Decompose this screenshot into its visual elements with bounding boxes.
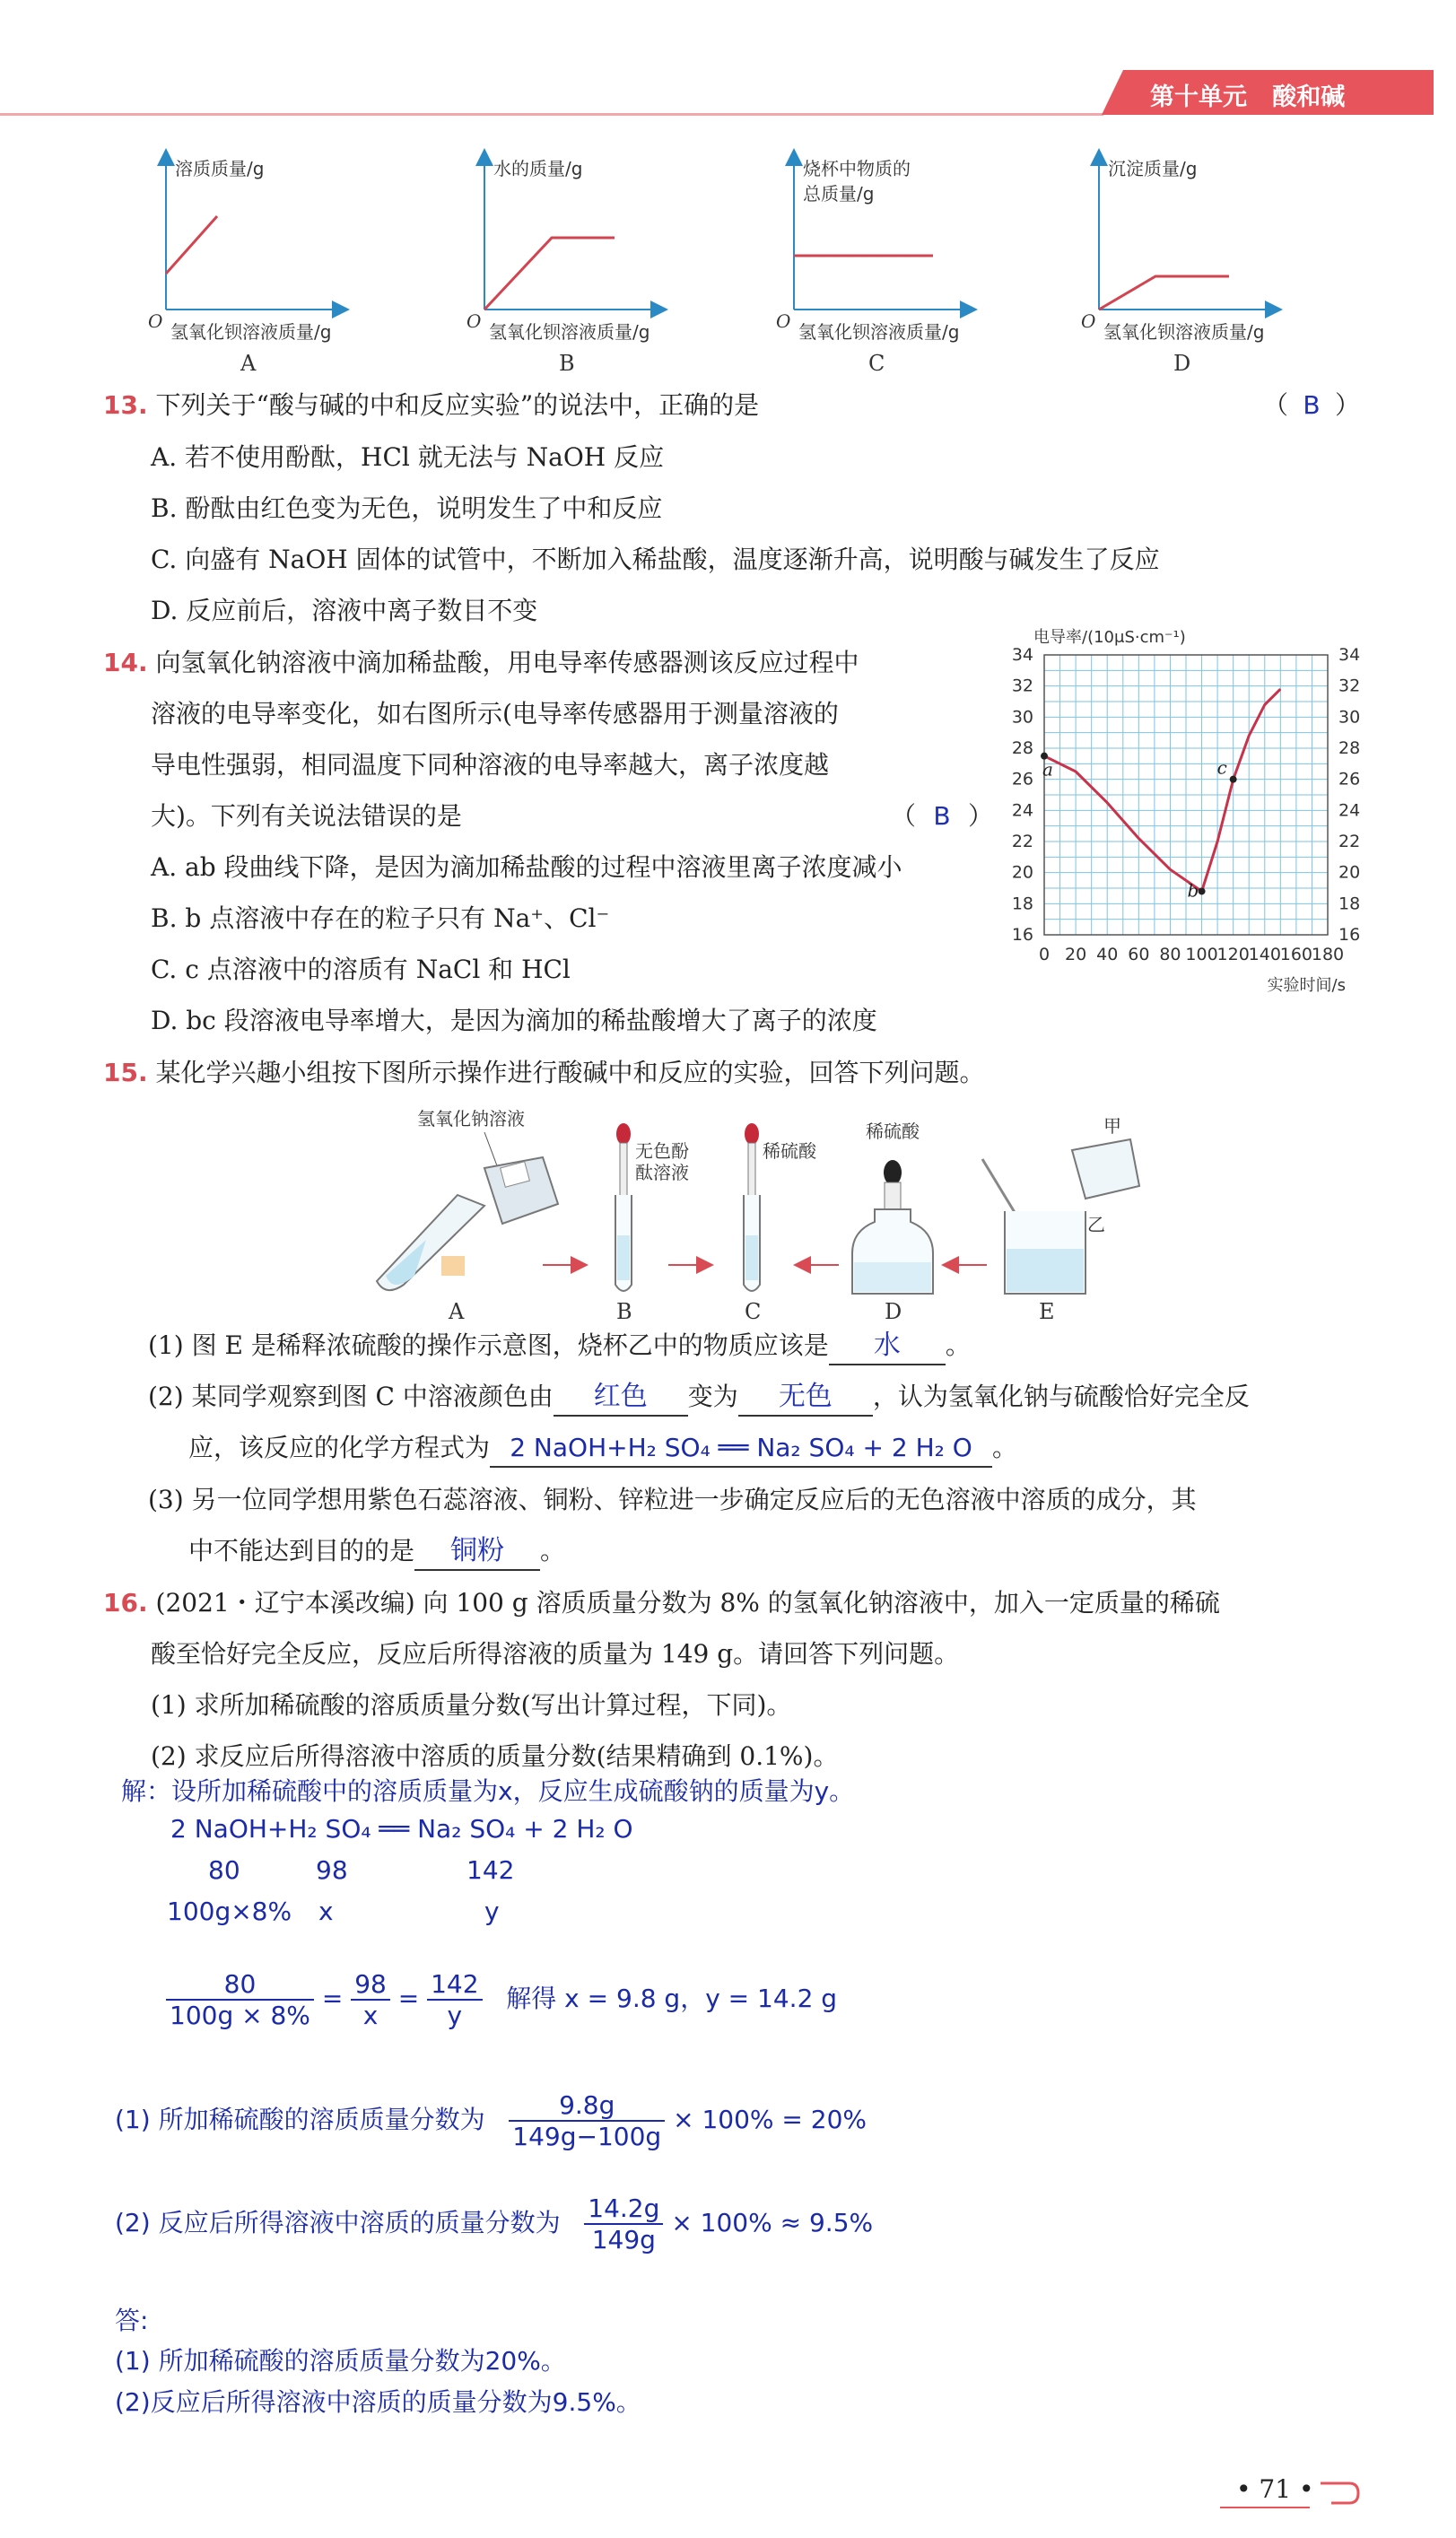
x-axis-label: 实验时间/s <box>1267 976 1346 995</box>
conductivity-curve <box>1044 689 1280 891</box>
solution-proportion <box>166 1969 837 2030</box>
point-label-b: b <box>1187 879 1199 902</box>
x-tick-label: 80 <box>1159 945 1181 964</box>
solution-row2-c: y <box>484 1897 500 1926</box>
graph-c-letter: C <box>868 351 885 376</box>
fraction-1-den: 100g × 8% <box>170 2001 310 2030</box>
graph-b-letter: B <box>559 351 575 376</box>
final-answer-1: (1) 所加稀硫酸的溶质质量分数为20%。 <box>115 2346 566 2376</box>
q16-line-2: 酸至恰好完全反应，反应后所得溶液的质量为 149 g。请回答下列问题。 <box>151 1639 960 1669</box>
fig-e-label-jia: 甲 <box>1103 1115 1121 1137</box>
q14-line-4: 大)。下列有关说法错误的是 <box>151 801 462 831</box>
fraction-1 <box>166 1969 314 2030</box>
fig-b <box>615 1123 689 1321</box>
answer-calc-1-fraction <box>509 2090 665 2151</box>
q14-answer: B <box>933 801 951 831</box>
y-tick-label-right: 20 <box>1338 862 1361 883</box>
chart-title: 电导率/(10μS·cm⁻¹) <box>1033 628 1186 647</box>
fig-b-label-1: 无色酚 <box>635 1140 689 1162</box>
fraction-1-num: 80 <box>166 1969 314 2001</box>
y-tick-label: 28 <box>1011 738 1033 758</box>
x-tick-label: 140 <box>1248 945 1281 964</box>
graph-d-letter: D <box>1173 351 1191 376</box>
q13-answer-paren <box>1263 388 1360 423</box>
fig-d-letter: D <box>885 1299 902 1321</box>
equals-2: = <box>397 1984 420 2013</box>
q14-line-1 <box>103 645 859 681</box>
graph-b-xlabel: 氢氧化钡溶液质量/g <box>489 321 650 343</box>
solution-result: 解得 x = 9.8 g，y = 14.2 g <box>506 1984 838 2013</box>
q15-part-3-line1: (3) 另一位同学想用紫色石蕊溶液、铜粉、锌粒进一步确定反应后的无色溶液中溶质的成分，其 <box>148 1485 1197 1514</box>
answer-calc-1 <box>115 2090 867 2151</box>
answer-calc-1-text: (1) 所加稀硫酸的溶质质量分数为 <box>115 2105 485 2134</box>
q14-option-c: C. c 点溶液中的溶质有 NaCl 和 HCl <box>151 955 571 984</box>
q15-p2-text-a: (2) 某同学观察到图 C 中溶液颜色由 <box>148 1382 554 1411</box>
fig-c-label: 稀硫酸 <box>763 1140 816 1162</box>
q15-part-1 <box>148 1328 971 1365</box>
graph-b <box>466 157 659 376</box>
x-tick-label: 180 <box>1311 945 1345 964</box>
answer-calc-2 <box>115 2193 873 2255</box>
q15-p3-answer: 铜粉 <box>414 1533 540 1571</box>
y-tick-label: 16 <box>1011 925 1033 945</box>
answer-calc-2-fraction <box>584 2193 663 2255</box>
y-tick-label: 24 <box>1011 800 1033 821</box>
fraction-3 <box>427 1969 482 2030</box>
fraction-3-num: 142 <box>427 1969 482 2001</box>
graph-a-letter: A <box>240 351 257 376</box>
q16-text-1: (2021・辽宁本溪改编) 向 100 g 溶质质量分数为 8% 的氢氧化钠溶液中，加入一定质量的稀硫 <box>155 1588 1220 1618</box>
answer-calc-1-result: × 100% = 20% <box>673 2105 867 2134</box>
answer-calc-2-den: 149g <box>591 2225 656 2255</box>
q15-part-3-line2 <box>188 1533 565 1571</box>
y-tick-label-right: 32 <box>1338 676 1361 696</box>
q14-paren-right: ） <box>968 801 994 831</box>
q15-part-2-line2 <box>188 1430 1017 1468</box>
graph-d-ylabel: 沉淀质量/g <box>1108 158 1198 179</box>
equals-1: = <box>321 1984 344 2013</box>
q15-stem: 某化学兴趣小组按下图所示操作进行酸碱中和反应的实验，回答下列问题。 <box>155 1058 985 1087</box>
q13-paren-left: （ <box>1263 390 1289 420</box>
x-tick-label: 20 <box>1065 945 1087 964</box>
fig-e-label-yi: 乙 <box>1087 1214 1105 1235</box>
y-tick-label: 22 <box>1011 832 1033 851</box>
q13-option-a: A. 若不使用酚酞，HCl 就无法与 NaOH 反应 <box>151 442 665 472</box>
y-tick-label: 32 <box>1011 676 1033 696</box>
q13-answer: B <box>1303 390 1321 420</box>
q15-p2-text-d: 应，该反应的化学方程式为 <box>188 1433 491 1462</box>
graph-d-xlabel: 氢氧化钡溶液质量/g <box>1103 321 1265 343</box>
q15-p2-text-c: ，认为氢氧化钠与硫酸恰好完全反 <box>872 1382 1250 1411</box>
final-answer-label: 答: <box>115 2306 149 2335</box>
header-title <box>1150 77 1345 112</box>
graph-d-origin: O <box>1081 310 1096 332</box>
x-tick-label: 160 <box>1279 945 1313 964</box>
q15-p1-text: (1) 图 E 是稀释浓硫酸的操作示意图，烧杯乙中的物质应该是 <box>148 1330 829 1360</box>
answer-calc-2-num: 14.2g <box>584 2193 663 2225</box>
y-tick-label-right: 18 <box>1338 894 1361 914</box>
y-tick-label: 20 <box>1011 862 1033 883</box>
q15-p3-end: 。 <box>540 1536 566 1566</box>
y-tick-label-right: 16 <box>1338 925 1361 945</box>
fig-d-label: 稀硫酸 <box>866 1121 920 1142</box>
y-tick-label-right: 30 <box>1338 707 1361 728</box>
q15-p1-end: 。 <box>945 1330 971 1360</box>
fig-b-label-2: 酞溶液 <box>635 1162 689 1183</box>
q14-text-1: 向氢氧化钠溶液中滴加稀盐酸，用电导率传感器测该反应过程中 <box>155 648 859 677</box>
q14-number: 14. <box>103 648 148 677</box>
answer-calc-2-result: × 100% ≈ 9.5% <box>671 2208 874 2237</box>
q13-stem-row <box>103 388 759 423</box>
q16-line-1 <box>103 1585 1220 1621</box>
graph-a-xlabel: 氢氧化钡溶液质量/g <box>170 321 332 343</box>
q15-p2-answer-2: 无色 <box>738 1379 873 1417</box>
q15-apparatus-figure <box>350 1105 1157 1321</box>
q15-part-2-line1 <box>148 1379 1250 1417</box>
y-tick-label: 26 <box>1011 769 1033 789</box>
q14-option-d: D. bc 段溶液电导率增大，是因为滴加的稀盐酸增大了离子的浓度 <box>151 1006 877 1035</box>
fig-a-label: 氢氧化钠溶液 <box>417 1108 525 1129</box>
graph-c-xlabel: 氢氧化钡溶液质量/g <box>798 321 960 343</box>
solution-row2-a: 100g×8% <box>167 1897 292 1926</box>
y-tick-label-right: 22 <box>1338 832 1361 851</box>
fig-b-letter: B <box>616 1299 632 1321</box>
point-label-a: a <box>1042 758 1053 781</box>
x-tick-label: 0 <box>1038 945 1051 964</box>
graph-c-ylabel1: 烧杯中物质的 <box>803 158 911 179</box>
header-topic: 酸和碱 <box>1272 83 1346 111</box>
fig-c <box>744 1123 817 1321</box>
graph-d <box>1081 157 1274 376</box>
point-label-c: c <box>1216 756 1227 779</box>
y-tick-label-right: 26 <box>1338 769 1361 789</box>
graph-c <box>776 157 969 376</box>
page-number: • 71 • <box>1236 2474 1314 2504</box>
q15-stem-row <box>103 1055 985 1091</box>
x-tick-label: 100 <box>1185 945 1218 964</box>
x-tick-label: 120 <box>1216 945 1250 964</box>
fig-a-letter: A <box>449 1299 465 1321</box>
y-tick-label: 34 <box>1011 645 1033 665</box>
x-tick-label: 40 <box>1096 945 1119 964</box>
q13-number: 13. <box>103 390 148 420</box>
q15-p2-end: 。 <box>992 1433 1018 1462</box>
q13-option-c: C. 向盛有 NaOH 固体的试管中，不断加入稀盐酸，温度逐渐升高，说明酸与碱发生了反应 <box>151 545 1160 574</box>
q14-line-2: 溶液的电导率变化，如右图所示(电导率传感器用于测量溶液的 <box>151 699 839 728</box>
fraction-2-num: 98 <box>351 1969 390 2001</box>
q14-option-a: A. ab 段曲线下降，是因为滴加稀盐酸的过程中溶液里离子浓度减小 <box>151 852 902 882</box>
q14-line-3: 导电性强弱，相同温度下同种溶液的电导率越大，离子浓度越 <box>151 750 830 780</box>
fig-e <box>982 1115 1139 1321</box>
answer-calc-2-text: (2) 反应后所得溶液中溶质的质量分数为 <box>115 2208 561 2237</box>
q16-number: 16. <box>103 1588 148 1618</box>
answer-calc-1-den: 149g−100g <box>512 2122 662 2151</box>
y-tick-label-right: 28 <box>1338 738 1361 758</box>
y-tick-label: 18 <box>1011 894 1033 914</box>
q14-answer-paren <box>891 798 993 834</box>
q13-stem: 下列关于“酸与碱的中和反应实验”的说法中，正确的是 <box>155 390 760 420</box>
x-tick-label: 60 <box>1128 945 1150 964</box>
graph-b-ylabel: 水的质量/g <box>493 158 583 179</box>
answer-calc-1-num: 9.8g <box>509 2090 665 2122</box>
graph-a-origin: O <box>148 310 163 332</box>
y-tick-label-right: 34 <box>1338 645 1361 665</box>
page-corner-mark <box>1319 2478 1362 2508</box>
graphs-abcd <box>135 148 1337 386</box>
solution-row2-b: x <box>318 1897 334 1926</box>
graph-a <box>148 157 341 376</box>
solution-row1-b: 98 <box>316 1855 348 1885</box>
graph-c-ylabel2: 总质量/g <box>803 183 875 205</box>
graph-c-origin: O <box>776 310 791 332</box>
q16-sub-1: (1) 求所加稀硫酸的溶质质量分数(写出计算过程，下同)。 <box>151 1690 792 1720</box>
q15-number: 15. <box>103 1058 148 1087</box>
q13-option-d: D. 反应前后，溶液中离子数目不变 <box>151 596 538 625</box>
solution-intro: 解：设所加稀硫酸中的溶质质量为x，反应生成硫酸钠的质量为y。 <box>121 1776 855 1806</box>
solution-row1-a: 80 <box>208 1855 240 1885</box>
q13-paren-right: ） <box>1335 390 1361 420</box>
solution-row1-c: 142 <box>466 1855 515 1885</box>
graph-b-origin: O <box>466 310 482 332</box>
page-bottom-rule <box>1220 2507 1310 2508</box>
fig-c-letter: C <box>745 1299 762 1321</box>
solution-equation: 2 NaOH+H₂ SO₄ ══ Na₂ SO₄ + 2 H₂ O <box>170 1814 633 1844</box>
q15-p2-answer-1: 红色 <box>554 1379 688 1417</box>
fraction-3-den: y <box>447 2001 463 2030</box>
conductivity-chart <box>994 619 1380 1041</box>
q15-p2-text-b: 变为 <box>687 1382 738 1411</box>
graph-a-ylabel: 溶质质量/g <box>175 158 265 179</box>
fraction-2 <box>351 1969 390 2030</box>
q14-option-b: B. b 点溶液中存在的粒子只有 Na⁺、Cl⁻ <box>151 903 610 933</box>
y-tick-label: 30 <box>1011 707 1033 728</box>
q13-option-b: B. 酚酞由红色变为无色，说明发生了中和反应 <box>151 493 663 523</box>
fig-e-letter: E <box>1039 1299 1055 1321</box>
q15-p2-equation: 2 NaOH+H₂ SO₄ ══ Na₂ SO₄ + 2 H₂ O <box>490 1430 992 1468</box>
q16-sub-2: (2) 求反应后所得溶液中溶质的质量分数(结果精确到 0.1%)。 <box>151 1741 839 1771</box>
fraction-2-den: x <box>362 2001 379 2030</box>
q14-paren-left: （ <box>891 801 917 831</box>
fig-a <box>377 1108 558 1321</box>
point-b <box>1199 887 1206 894</box>
final-answer-2: (2)反应后所得溶液中溶质的质量分数为9.5%。 <box>115 2387 641 2417</box>
header-rule <box>0 113 1103 116</box>
point-c <box>1230 776 1237 783</box>
q15-p1-answer: 水 <box>829 1328 946 1365</box>
header-unit: 第十单元 <box>1150 83 1247 111</box>
fig-d <box>852 1121 933 1321</box>
q15-p3-text: 中不能达到目的的是 <box>188 1536 415 1566</box>
y-tick-label-right: 24 <box>1338 800 1361 821</box>
